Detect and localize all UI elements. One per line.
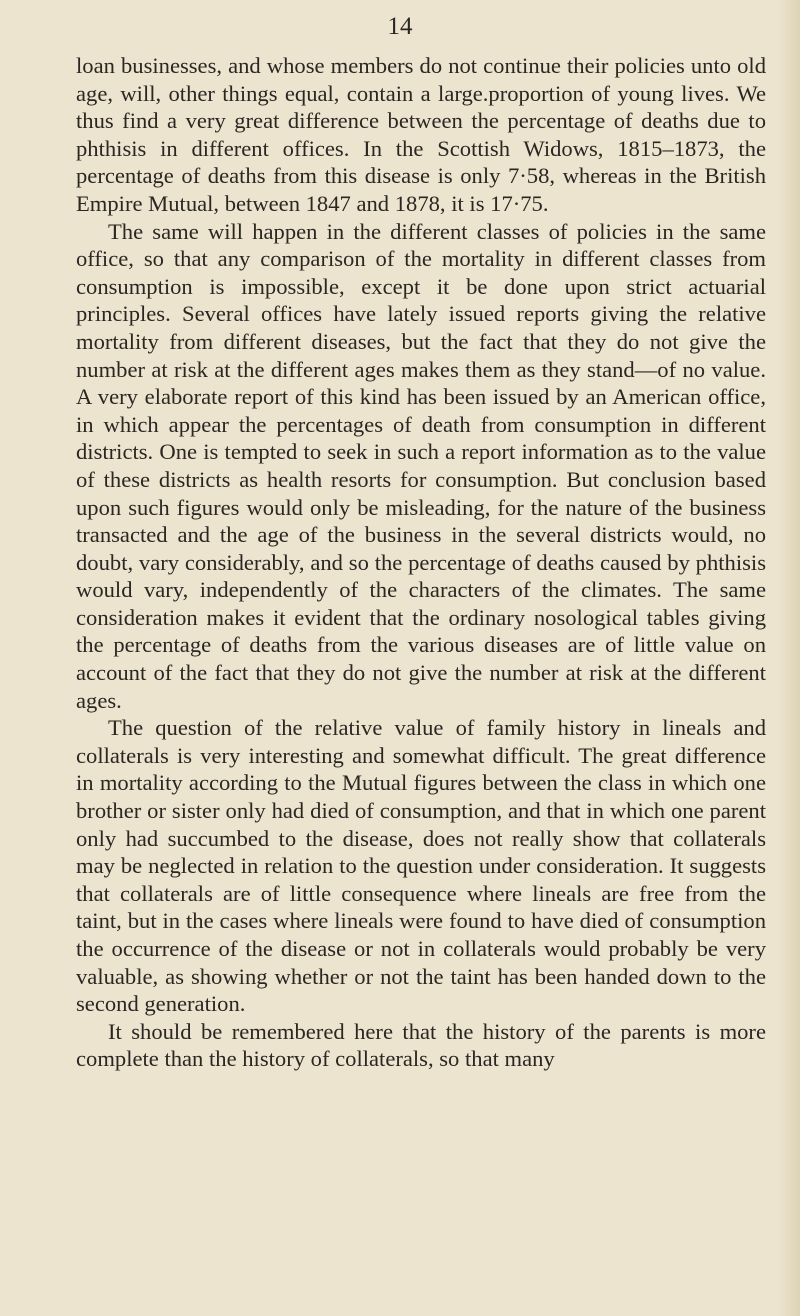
paragraph-1: loan businesses, and whose members do not continue their policies unto old age, will, other things equal, contain a large.proportion of young lives. We thus find a very great difference between the percentage of deaths due to phthisis in different offices. In the Scottish Widows, 1815–1873, the percentage of deaths from this disease is only 7·58, whereas in the British Empire Mutual, between 1847 and 1878, it is 17·75. [76,53,766,216]
paragraph-3: The question of the relative value of family history in lineals and collaterals is very interesting and somewhat difficult. The great difference in mortality according to the Mutual figures between the class in which one brother or sister only had died of consumption, and that in which one parent only had succumbed to the disease, does not really show that collaterals may be neglected in relation to the question under consideration. It suggests that collaterals are of little consequence where lineals are free from the taint, but in the cases where lineals were found to have died of consumption the occurrence of the disease or not in collaterals would probably be very valuable, as showing whether or not the taint has been handed down to the second generation. [76,715,766,1017]
paragraph-4: It should be remembered here that the history of the parents is more complete than the history of collaterals, so that many [76,1018,766,1072]
page-edge-shadow [778,0,800,1316]
paragraph-2: The same will happen in the different classes of policies in the same office, so that any comparison of the mortality in different classes from consumption is impossible, except it be done upon strict actuarial principles. Several offices have lately issued reports giving the relative mortality from different diseases, but the fact that they do not give the number at risk at the different ages makes them as they stand—of no value. A very elaborate report of this kind has been issued by an American office, in which appear the percentages of death from consumption in different districts. One is tempted to seek in such a report information as to the value of these districts as health resorts for consumption. But conclusion based upon such figures would only be misleading, for the nature of the business transacted and the age of the business in the several districts would, no doubt, vary considerably, and so the percentage of deaths caused by phthisis would vary, independently of the characters of the climates. The same consideration makes it evident that the ordinary nosological tables giving the percentage of deaths from the various diseases are of little value on account of the fact that they do not give the number at risk at the different ages. [76,218,766,713]
body-text [76,52,766,1073]
page-number: 14 [387,13,413,40]
